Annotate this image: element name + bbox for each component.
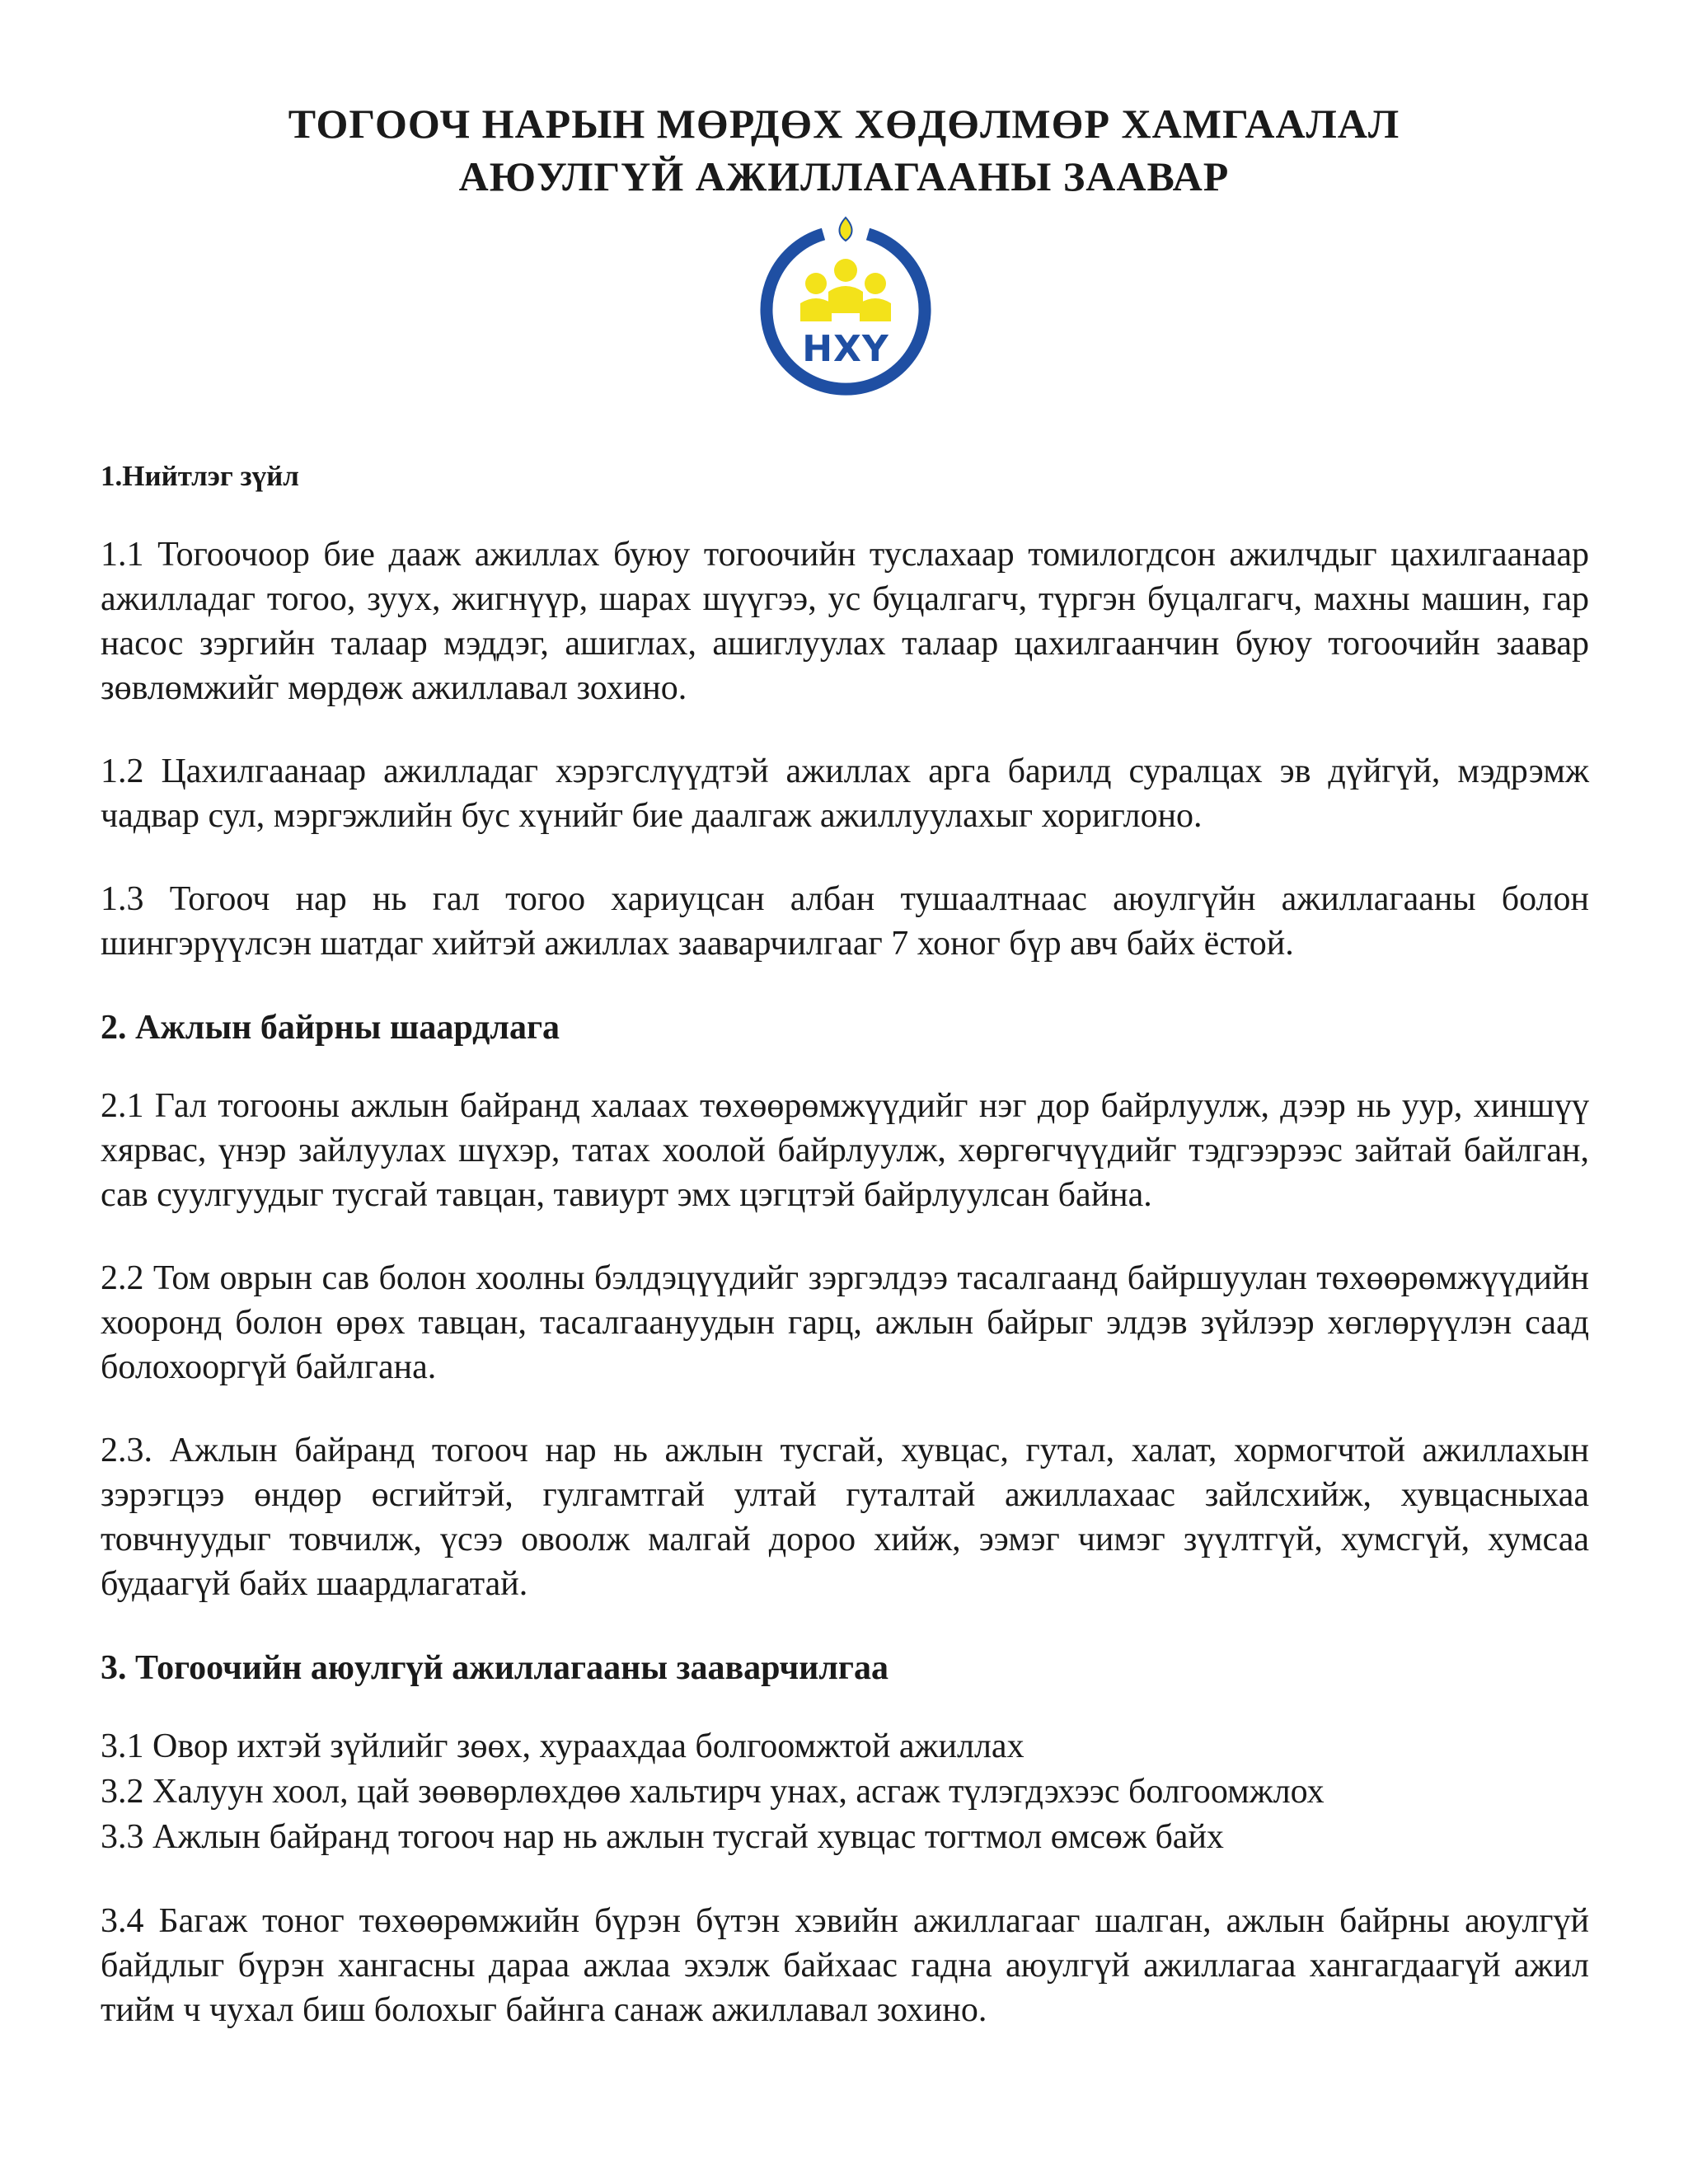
paragraph-2-3: 2.3. Ажлын байранд тогооч нар нь ажлын тусгай, хувцас, гутал, халат, хормогчтой ажиллахын зэрэгцээ өндөр өсгийтэй, гулгамтгай ултай гуталтай ажиллахаас зайлсхийж, хувцасныхаа товчнуудыг товчилж, үсээ овоолж малгай дороо хийж, ээмэг чимэг зүүлтгүй, хумсгүй, хумсаа будаагүй байх шаардлагатай.	[101, 1432, 1589, 1603]
section-1-heading: 1.Нийтлэг зүйл	[101, 460, 299, 492]
title-line-2: АЮУЛГҮЙ АЖИЛЛАГААНЫ ЗААВАР	[458, 153, 1230, 199]
instruction-list	[101, 1724, 1589, 1860]
list-item: 3.2 Халуун хоол, цай зөөвөрлөхдөө хальтирч унах, асгаж түлэгдэхээс болгоомжлох	[101, 1773, 1325, 1811]
list-item: 3.1 Овор ихтэй зүйлийг зөөх, хураахдаа болгоомжтой ажиллах	[101, 1727, 1025, 1765]
section-2-heading: 2. Ажлын байрны шаардлага	[101, 1009, 560, 1047]
paragraph-2-2: 2.2 Том оврын сав болон хоолны бэлдэцүүдийг зэргэлдээ тасалгаанд байршуулан төхөөрөмжүүдийн хооронд болон өрөх тавцан, тасалгаануудын гарц, ажлын байрыг элдэв зүйлээр хөглөрүүлэн саад болохооргүй байлгана.	[101, 1259, 1589, 1386]
section-3-heading: 3. Тогоочийн аюулгүй ажиллагааны зааварчилгаа	[101, 1649, 889, 1687]
paragraph-2-1: 2.1 Гал тогооны ажлын байранд халаах төхөөрөмжүүдийг нэг дор байрлуулж, дээр нь уур, хиншүү хярвас, үнэр зайлуулах шүхэр, татах хоолой байрлуулж, хөргөгчүүдийг тэдгээрээс зайтай байлган, сав суулгуудыг тусгай тавцан, тавиурт эмх цэгцтэй байрлуулсан байна.	[101, 1087, 1589, 1214]
paragraph-3-4: 3.4 Багаж тоног төхөөрөмжийн бүрэн бүтэн хэвийн ажиллагааг шалган, ажлын байрны аюулгүй байдлыг бүрэн хангасны дараа ажлаа эхэлж байхаас гадна аюулгүй ажиллагаа хангагдаагүй ажил тийм ч чухал биш болохыг байнга санаж ажиллавал зохино.	[101, 1902, 1589, 2029]
paragraph-1-2: 1.2 Цахилгаанаар ажилладаг хэрэгслүүдтэй ажиллах арга барилд суралцах эв дүйгүй, мэдрэмж чадвар сул, мэргэжлийн бус хүнийг бие даалгаж ажиллуулахыг хориглоно.	[101, 752, 1589, 835]
title-line-1: ТОГООЧ НАРЫН МӨРДӨХ ХӨДӨЛМӨР ХАМГААЛАЛ	[288, 101, 1400, 147]
list-item: 3.3 Ажлын байранд тогооч нар нь ажлын тусгай хувцас тогтмол өмсөж байх	[101, 1818, 1224, 1856]
logo-text: НХҮ	[802, 328, 889, 370]
document-title	[0, 97, 1688, 203]
nkhu-emblem-icon	[754, 216, 937, 399]
paragraph-1-3: 1.3 Тогооч нар нь гал тогоо хариуцсан албан тушаалтнаас аюулгүйн ажиллагааны болон шингэрүүлсэн шатдаг хийтэй ажиллах зааварчилгааг 7 хоног бүр авч байх ёстой.	[101, 880, 1589, 963]
paragraph-1-1: 1.1 Тогоочоор бие дааж ажиллах буюу тогоочийн туслахаар томилогдсон ажилчдыг цахилгаанаар ажилладаг тогоо, зуух, жигнүүр, шарах шүүгээ, ус буцалгагч, түргэн буцалгагч, махны машин, гар насос зэргийн талаар мэддэг, ашиглах, ашиглуулах талаар цахилгаанчин буюу тогоочийн заавар зөвлөмжийг мөрдөж ажиллавал зохино.	[101, 536, 1589, 707]
document-body	[101, 453, 1589, 2071]
